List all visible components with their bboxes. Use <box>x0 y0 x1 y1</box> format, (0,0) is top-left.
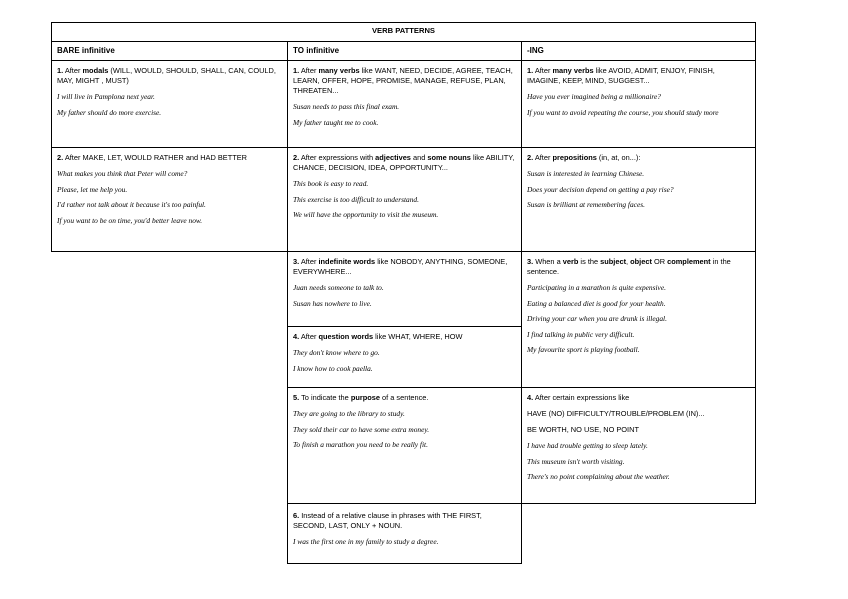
ing-cell-3 <box>522 254 755 355</box>
example: There's no point complaining about the weather. <box>527 472 670 481</box>
rule-number: 1. <box>293 66 300 75</box>
rule-number: 2. <box>57 153 64 162</box>
rule-text: After <box>533 153 553 162</box>
rule-text: After certain expressions like <box>533 393 630 402</box>
example: If you want to be on time, you'd better leave now. <box>57 215 203 225</box>
to-cell-1 <box>288 63 521 127</box>
example: They sold their car to have some extra money. <box>293 424 430 434</box>
rule-text: After <box>533 66 553 75</box>
example: I will live in Pamplona next year. <box>57 92 155 101</box>
example: This book is easy to read. <box>293 179 369 188</box>
header-bare: BARE infinitive <box>57 46 115 55</box>
example: My father taught me to cook. <box>293 117 379 127</box>
rule-text: After expressions with <box>299 153 376 162</box>
to-cell-2 <box>288 150 521 220</box>
table-border-right <box>755 22 756 504</box>
table-border-to5 <box>287 503 521 504</box>
table-border-header <box>51 60 756 61</box>
rule-number: 2. <box>527 153 534 162</box>
table-border-to3 <box>287 326 521 327</box>
rule-text: like WANT, NEED, DECIDE, AGREE, TEACH, LEARN, OFFER, HOPE, PROMISE, MANAGE, REFUSE, PLAN, THREATEN... <box>293 66 513 95</box>
example: Susan is brilliant at remembering faces. <box>527 200 645 209</box>
bare-cell-1 <box>52 63 287 117</box>
header-ing: -ING <box>527 46 544 55</box>
rule-text: in the sentence. <box>527 257 731 276</box>
example: My father should do more exercise. <box>57 107 162 117</box>
rule-text: like ABILITY, CHANCE, DECISION, IDEA, OPPORTUNITY... <box>293 153 515 172</box>
example: I find talking in public very difficult. <box>527 329 635 339</box>
rule-number: 3. <box>293 257 300 266</box>
rule-text: , <box>626 257 631 266</box>
ing-cell-1 <box>522 63 755 117</box>
rule-number: 4. <box>527 393 534 402</box>
rule-text: After <box>299 332 319 341</box>
rule-text: After <box>299 257 319 266</box>
example: If you want to avoid repeating the course, you should study more <box>527 107 719 117</box>
rule-text: and <box>410 153 428 162</box>
header-to: TO infinitive <box>293 46 340 55</box>
example: To finish a marathon you need to be really fit. <box>293 440 428 449</box>
rule-keyword: many verbs <box>318 66 360 75</box>
rule-number: 6. <box>293 511 300 520</box>
example: Eating a balanced diet is good for your health. <box>527 298 666 308</box>
example: Please, let me help you. <box>57 184 128 194</box>
rule-number: 3. <box>527 257 534 266</box>
rule-text: OR <box>651 257 668 266</box>
rule-text: (in, at, on...): <box>596 153 641 162</box>
rule-text: (WILL, WOULD, SHOULD, SHALL, CAN, COULD, MAY, MIGHT , MUST) <box>57 66 276 85</box>
to-cell-5 <box>288 390 521 450</box>
example: What makes you think that Peter will come? <box>57 169 188 178</box>
example: This museum isn't worth visiting. <box>527 456 625 466</box>
rule-number: 5. <box>293 393 300 402</box>
table-border-row2 <box>51 251 756 252</box>
to-cell-4 <box>288 329 521 373</box>
example: Have you ever imagined being a millionaire? <box>527 92 661 101</box>
example: Does your decision depend on getting a pay rise? <box>527 184 674 194</box>
to-cell-6 <box>288 508 521 547</box>
rule-keyword: modals <box>82 66 109 75</box>
example: Susan needs to pass this final exam. <box>293 102 400 111</box>
ing-cell-4 <box>522 390 755 482</box>
example: My favourite sport is playing football. <box>527 345 640 354</box>
ing-cell-2 <box>522 150 755 210</box>
example: Driving your car when you are drunk is illegal. <box>527 314 667 323</box>
rule-expressions: BE WORTH, NO USE, NO POINT <box>527 425 639 434</box>
rule-keyword: many verbs <box>552 66 594 75</box>
example: Susan is interested in learning Chinese. <box>527 169 645 178</box>
rule-keyword: adjectives <box>375 153 411 162</box>
rule-text: After <box>299 66 319 75</box>
rule-text: like AVOID, ADMIT, ENJOY, FINISH, IMAGINE, KEEP, MIND, SUGGEST... <box>527 66 715 85</box>
rule-expressions: HAVE (NO) DIFFICULTY/TROUBLE/PROBLEM (IN)... <box>527 409 705 418</box>
page-title: VERB PATTERNS <box>371 26 435 35</box>
bare-cell-2 <box>52 150 287 225</box>
rule-number: 1. <box>527 66 534 75</box>
table-border-bottom <box>287 563 521 564</box>
to-cell-3 <box>288 254 521 308</box>
example: I have had trouble getting to sleep lately. <box>527 441 648 450</box>
rule-keyword: subject <box>600 257 627 266</box>
rule-number: 4. <box>293 332 300 341</box>
rule-keyword: some nouns <box>427 153 471 162</box>
rule-keyword: question words <box>318 332 374 341</box>
table-border-top <box>51 22 756 23</box>
example: We will have the opportunity to visit the museum. <box>293 210 439 219</box>
rule-keyword: object <box>630 257 652 266</box>
rule-text: To indicate the <box>299 393 351 402</box>
rule-keyword: complement <box>667 257 711 266</box>
rule-text: is the <box>578 257 601 266</box>
table-border-ing4 <box>521 503 756 504</box>
table-border-title <box>51 41 756 42</box>
example: I know how to cook paella. <box>293 363 373 373</box>
rule-text: Instead of a relative clause in phrases with THE FIRST, SECOND, LAST, ONLY + NOUN. <box>293 511 482 530</box>
rule-number: 2. <box>293 153 300 162</box>
example: Juan needs someone to talk to. <box>293 283 384 292</box>
example: Susan has nowhere to live. <box>293 298 372 308</box>
rule-keyword: prepositions <box>552 153 597 162</box>
example: Participating in a marathon is quite expensive. <box>527 283 666 292</box>
rule-text: like WHAT, WHERE, HOW <box>373 332 463 341</box>
rule-keyword: indefinite words <box>318 257 376 266</box>
example: This exercise is too difficult to understand. <box>293 194 419 204</box>
example: I'd rather not talk about it because it's too painful. <box>57 200 206 209</box>
rule-keyword: verb <box>562 257 579 266</box>
rule-text: After MAKE, LET, WOULD RATHER and HAD BETTER <box>63 153 248 162</box>
example: They don't know where to go. <box>293 348 380 357</box>
rule-number: 1. <box>57 66 64 75</box>
rule-text: After <box>63 66 83 75</box>
rule-text: like NOBODY, ANYTHING, SOMEONE, EVERYWHERE... <box>293 257 508 276</box>
example: I was the first one in my family to study a degree. <box>293 537 439 546</box>
example: They are going to the library to study. <box>293 409 405 418</box>
table-border-row1 <box>51 147 756 148</box>
rule-text: of a sentence. <box>379 393 429 402</box>
rule-keyword: purpose <box>350 393 380 402</box>
rule-text: When a <box>533 257 563 266</box>
